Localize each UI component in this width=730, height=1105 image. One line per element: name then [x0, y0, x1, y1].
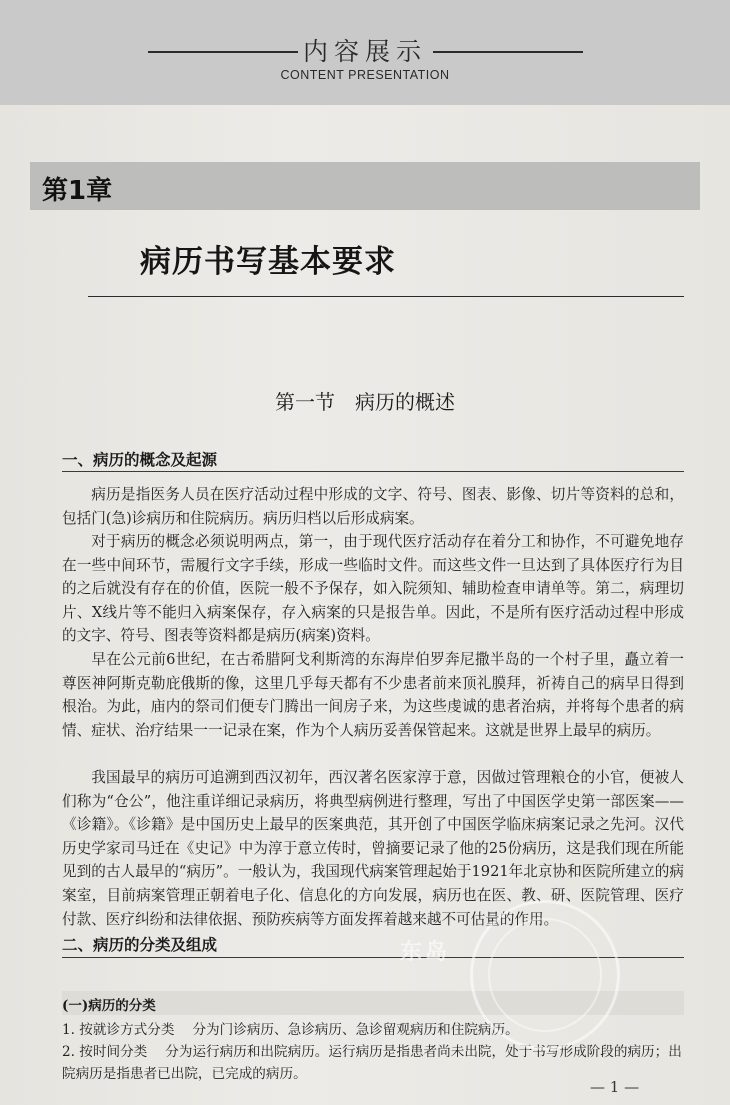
item-2-text: 分为运行病历和出院病历。运行病历是指患者尚未出院，处于书写形成阶段的病历；出院病历是指患者已出院，已完成的病历。 — [62, 1044, 682, 1082]
watermark-text: 东岛 — [400, 940, 451, 965]
paragraph-1 — [62, 483, 684, 530]
page-number: — 1 — — [590, 1078, 640, 1096]
heading-classification: 二、病历的分类及组成 — [62, 935, 218, 954]
subheading-classification: (一)病历的分类 — [62, 998, 156, 1014]
chapter-title-rule — [88, 296, 684, 297]
header-title-cn: 内容展示 — [302, 37, 427, 66]
paragraph-1-text: 病历是指医务人员在医疗活动过程中形成的文字、符号、图表、影像、切片等资料的总和，包括门(急)诊病历和住院病历。病历归档以后形成病案。 — [62, 486, 684, 527]
heading-concept-origin: 一、病历的概念及起源 — [62, 450, 218, 469]
chapter-band — [30, 162, 700, 210]
chapter-title: 病历书写基本要求 — [140, 244, 396, 280]
item-2-label: 2. 按时间分类 — [62, 1044, 148, 1060]
paragraph-3 — [62, 648, 684, 742]
paragraph-2-text: 对于病历的概念必须说明两点，第一，由于现代医疗活动存在着分工和协作，不可避免地存在一些中间环节，需履行文字手续，形成一些临时文件。而这些文件一旦达到了具体医疗行为目的之后就没有存在的价值，医院一般不予保存，如入院须知、辅助检查申请单等。第二，病理切片、X线片等不能归入病案保存，存入病案的只是报告单。因此，不是所有医疗活动过程中形成的文字、符号、图表等资料都是病历(病案)资料。 — [62, 533, 684, 645]
chapter-label: 第1章 — [42, 176, 113, 206]
header-title-en: CONTENT PRESENTATION — [280, 68, 450, 82]
paragraph-4 — [62, 766, 684, 931]
watermark-stamp-inner — [488, 918, 602, 1032]
paragraph-3-text: 早在公元前6世纪，在古希腊阿戈利斯湾的东海岸伯罗奔尼撒半岛的一个村子里，矗立着一尊医神阿斯克勒庇俄斯的像，这里几乎每天都有不少患者前来顶礼膜拜，祈祷自己的病早日得到根治。为此，庙内的祭司们便专门腾出一间房子来，为这些虔诚的患者治病，并将每个患者的病情、症状、治疗结果一一记录在案，作为个人病历妥善保管起来。这就是世界上最早的病历。 — [62, 651, 684, 739]
heading-rule-1 — [62, 471, 684, 472]
item-1-label: 1. 按就诊方式分类 — [62, 1022, 175, 1038]
paragraph-4-text: 我国最早的病历可追溯到西汉初年，西汉著名医家淳于意，因做过管理粮仓的小官，便被人们称为“仓公”，他注重详细记录病历，将典型病例进行整理，写出了中国医学史第一部医案——《诊籍》。《诊籍》是中国历史上最早的医案典范，其开创了中国医学临床病案记录之先河。汉代历史学家司马迁在《史记》中为淳于意立传时，曾摘要记录了他的25份病历，这是我们现在所能见到的古人最早的“病历”。一般认为，我国现代病案管理起始于1921年北京协和医院所建立的病案室，目前病案管理正朝着电子化、信息化的方向发展，病历也在医、教、研、医院管理、医疗付款、医疗纠纷和法律依据、预防疾病等方面发挥着越来越不可估量的作用。 — [62, 769, 684, 928]
item-1-text: 分为门诊病历、急诊病历、急诊留观病历和住院病历。 — [192, 1022, 519, 1038]
page-header — [0, 0, 730, 105]
paragraph-2 — [62, 530, 684, 648]
section-title: 第一节 病历的概述 — [275, 390, 455, 414]
